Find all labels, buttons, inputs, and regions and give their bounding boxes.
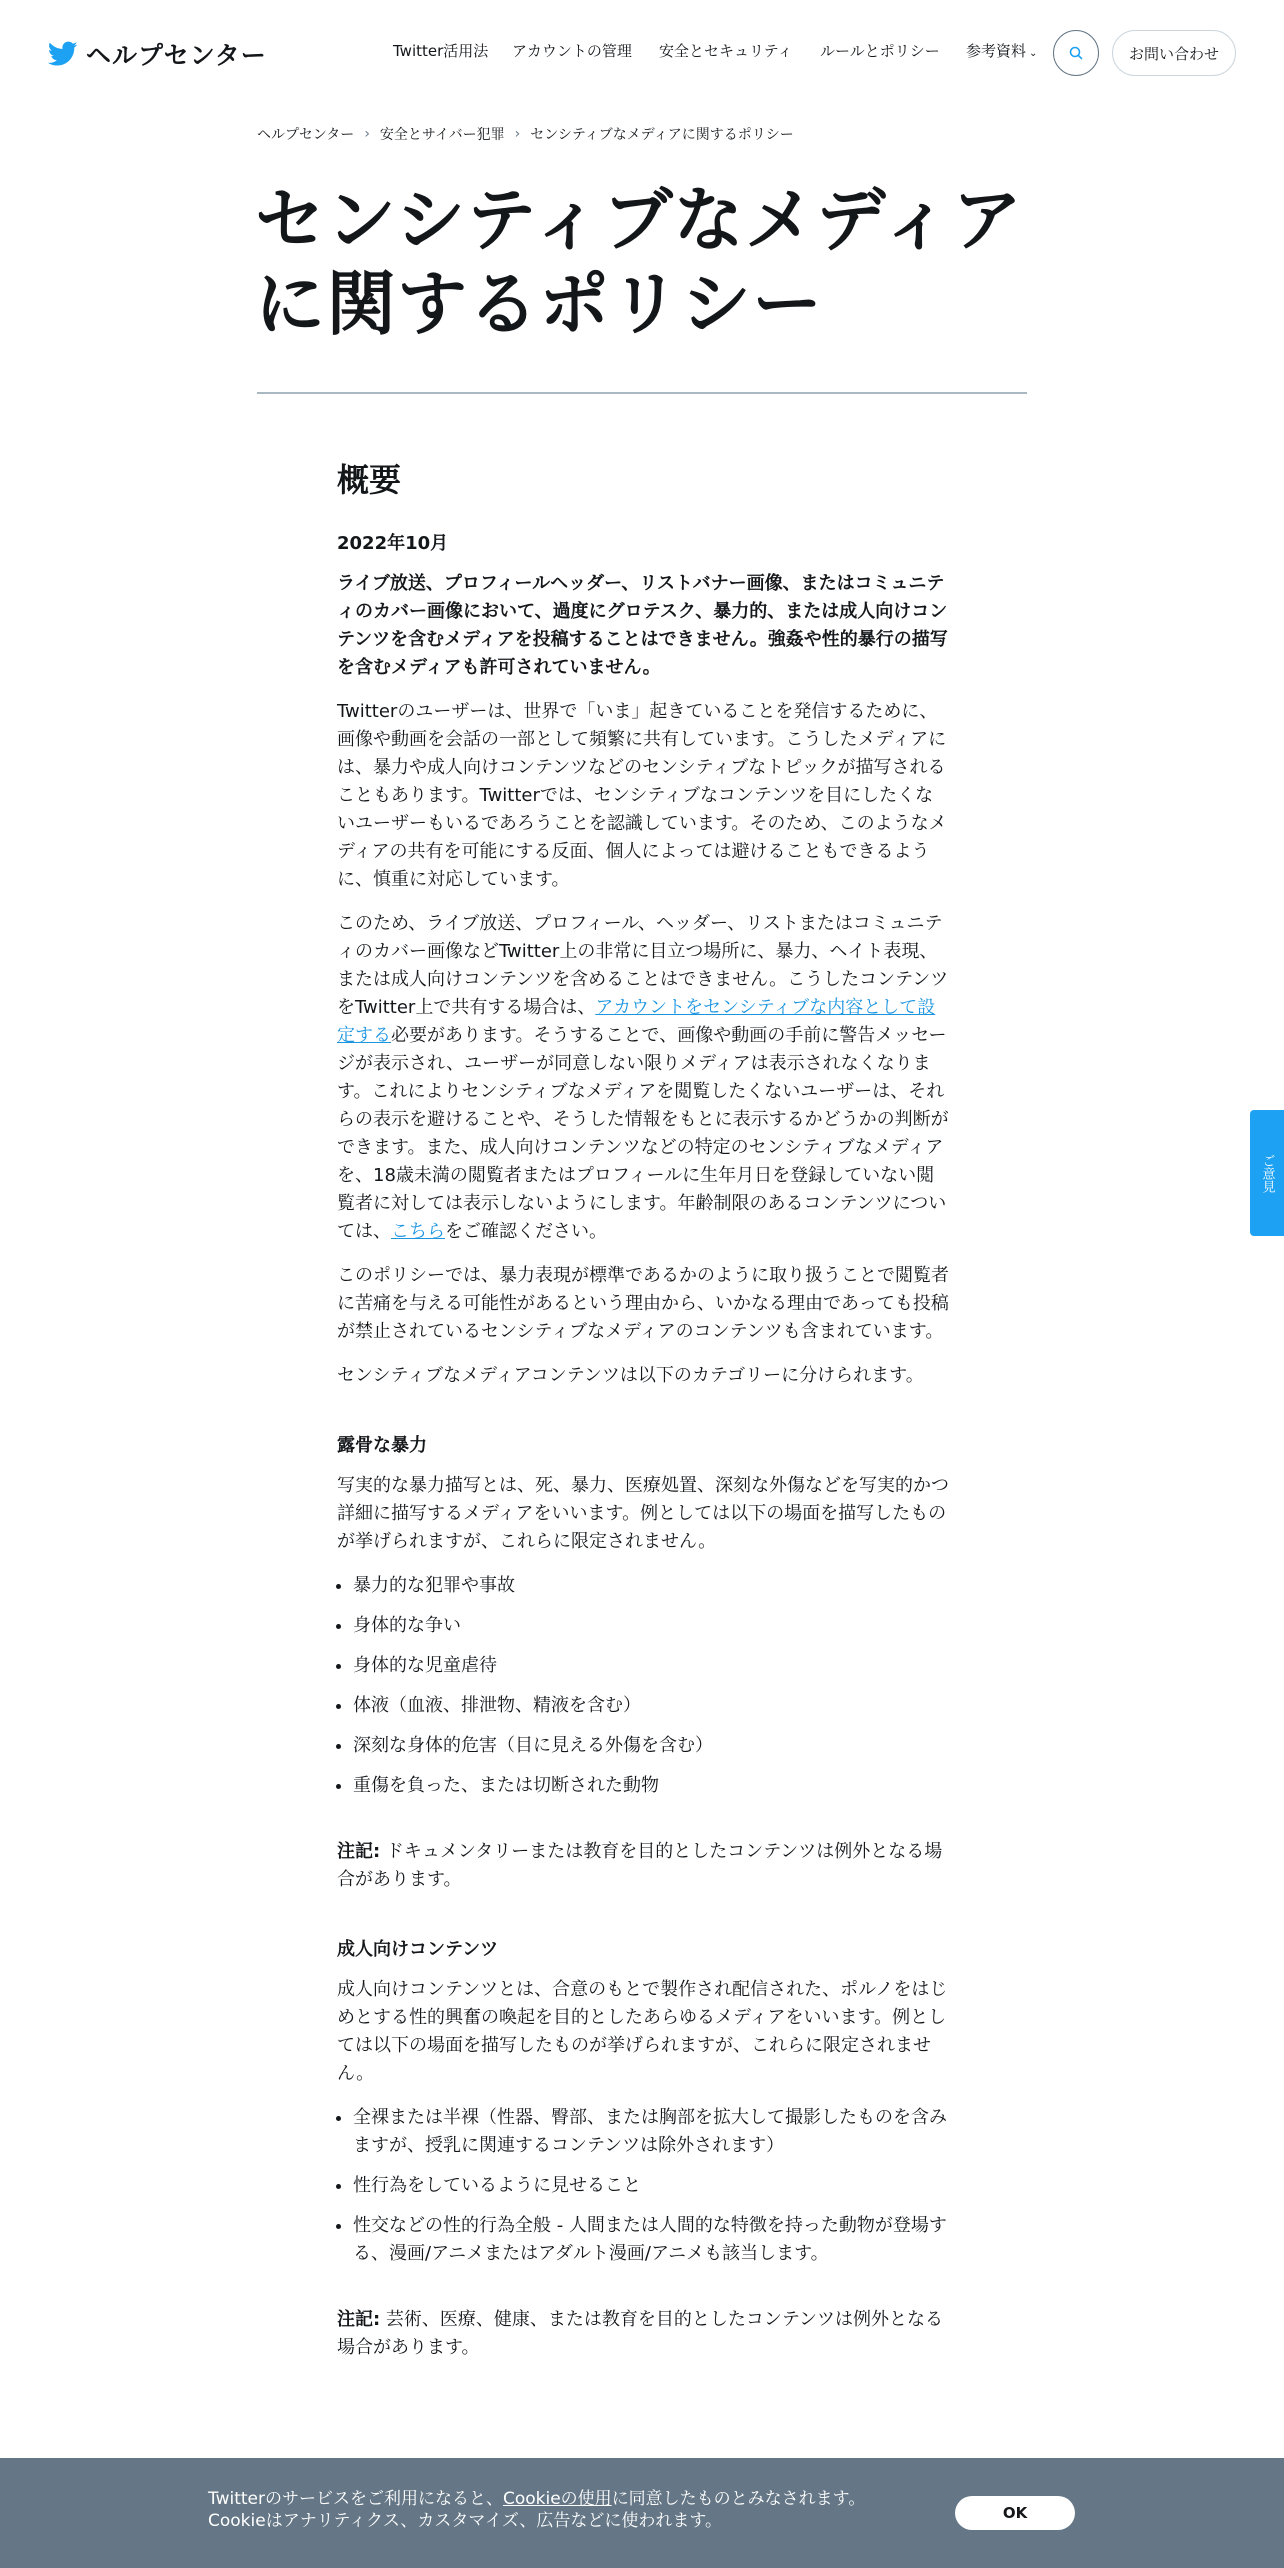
paragraph-1: Twitterのユーザーは、世界で「いま」起きていることを発信するために、画像や動画を会話の一部として頻繁に共有しています。こうしたメディアには、暴力や成人向けコンテンツなどのセンシティブなトピックが描写されることもあります。Twitterでは、センシティブなコンテンツを目にしたくないユーザーもいるであろうことを認識しています。そのため、このようなメディアの共有を可能にする反面、個人によっては避けることもできるように、慎重に対応しています。 — [337, 701, 947, 890]
graphic-violence-list — [337, 1572, 949, 1800]
note-text: 芸術、医療、健康、または教育を目的としたコンテンツは例外となる場合があります。 — [337, 2309, 944, 2358]
chevron-right-icon: › — [364, 126, 370, 142]
list-item: • 身体的な児童虐待 — [353, 1652, 949, 1680]
cookie-text-a: Twitterのサービスをご利用になると、 — [208, 2489, 503, 2509]
paragraph-2-text-c: をご確認ください。 — [445, 1221, 607, 1242]
note-label: 注記: — [337, 2309, 381, 2330]
cookie-ok-button[interactable]: OK — [955, 2496, 1075, 2530]
list-item: • 全裸または半裸（性器、臀部、または胸部を拡大して撮影したものを含みますが、授乳に関連するコンテンツは除外されます） — [353, 2104, 949, 2160]
list-item: • 深刻な身体的危害（目に見える外傷を含む） — [353, 1732, 949, 1760]
cookie-text-b: に同意したものとみなされます。 — [611, 2489, 866, 2509]
breadcrumb-help-center[interactable]: ヘルプセンター — [257, 127, 355, 143]
breadcrumb-safety[interactable]: 安全とサイバー犯罪 — [379, 127, 505, 143]
adult-content-list — [337, 2104, 949, 2268]
paragraph-2-text-a: このため、ライブ放送、プロフィール、ヘッダー、リストまたはコミュニティのカバー画像などTwitter上の非常に目立つ場所に、暴力、ヘイト表現、または成人向けコンテンツを含めることはできません。こうしたコンテンツをTwitter上で共有する場合は、 — [337, 913, 949, 1018]
logo-text: ヘルプセンター — [86, 41, 267, 70]
list-item: • 重傷を負った、または切断された動物 — [353, 1772, 949, 1800]
search-button[interactable] — [1053, 30, 1099, 76]
list-item: • 性行為をしているように見せること — [353, 2172, 949, 2200]
nav-how-to-use[interactable]: Twitter活用法 — [393, 42, 489, 60]
nav-resources-label: 参考資料 — [966, 42, 1027, 60]
feedback-label: ご意見 — [1259, 1153, 1275, 1193]
list-item: • 身体的な争い — [353, 1612, 949, 1640]
list-item: • 性交などの性的行為全般 - 人間または人間的な特徴を持った動物が登場する、漫画/アニメまたはアダルト漫画/アニメも該当します。 — [353, 2212, 949, 2268]
cookie-policy-link[interactable]: Cookieの使用 — [502, 2489, 612, 2509]
title-divider — [257, 392, 1027, 394]
help-center-logo[interactable] — [48, 36, 267, 72]
paragraph-3: このポリシーでは、暴力表現が標準であるかのように取り扱うことで閲覧者に苦痛を与える可能性があるという理由から、いかなる理由であっても投稿が禁止されているセンシティブなメディアのコンテンツも含まれています。 — [337, 1265, 949, 1342]
nav-rules-policies[interactable]: ルールとポリシー — [820, 42, 940, 60]
cookie-banner — [0, 2458, 1284, 2568]
page-title: センシティブなメディアに関するポリシー — [255, 179, 1024, 345]
graphic-violence-intro: 写実的な暴力描写とは、死、暴力、医療処置、深刻な外傷などを写実的かつ詳細に描写するメディアをいいます。例としては以下の場面を描写したものが挙げられますが、これらに限定されません。 — [337, 1475, 949, 1552]
twitter-bird-icon — [48, 41, 78, 67]
chevron-right-icon: › — [514, 126, 521, 142]
article-body — [337, 458, 949, 2378]
adult-content-note — [337, 2306, 949, 2362]
age-restricted-content-link[interactable]: こちら — [391, 1221, 445, 1242]
adult-content-intro: 成人向けコンテンツとは、合意のもとで製作され配信された、ポルノをはじめとする性的興奮の喚起を目的としたあらゆるメディアをいいます。例としては以下の場面を描写したものが挙げられますが、これらに限定されません。 — [337, 1979, 948, 2084]
chevron-down-icon: ⌄ — [1029, 48, 1038, 59]
nav-account-management[interactable]: アカウントの管理 — [512, 42, 632, 60]
lead-paragraph: ライブ放送、プロフィールヘッダー、リストバナー画像、またはコミュニティのカバー画像において、過度にグロテスク、暴力的、または成人向けコンテンツを含むメディアを投稿することはできません。強姦や性的暴行の描写を含むメディアも許可されていません。 — [337, 573, 948, 678]
cookie-text-c: Cookieはアナリティクス、カスタマイズ、広告などに使われます。 — [208, 2511, 722, 2531]
graphic-violence-note — [337, 1838, 949, 1894]
nav-resources[interactable] — [966, 40, 1037, 61]
note-label: 注記: — [337, 1841, 381, 1862]
note-text: ドキュメンタリーまたは教育を目的としたコンテンツは例外となる場合があります。 — [337, 1841, 943, 1890]
paragraph-4: センシティブなメディアコンテンツは以下のカテゴリーに分けられます。 — [337, 1365, 924, 1386]
paragraph-2 — [337, 910, 949, 1246]
list-item: • 暴力的な犯罪や事故 — [353, 1572, 949, 1600]
breadcrumb — [257, 124, 794, 144]
contact-button[interactable]: お問い合わせ — [1112, 30, 1236, 76]
feedback-tab[interactable] — [1250, 1110, 1284, 1236]
cookie-text — [208, 2488, 928, 2532]
list-item: • 体液（血液、排泄物、精液を含む） — [353, 1692, 949, 1720]
site-header — [0, 0, 1284, 108]
overview-heading: 概要 — [337, 461, 402, 499]
adult-content-heading: 成人向けコンテンツ — [337, 1939, 499, 1960]
policy-date: 2022年10月 — [337, 533, 449, 554]
paragraph-2-text-b: 必要があります。そうすることで、画像や動画の手前に警告メッセージが表示され、ユーザーが同意しない限りメディアは表示されなくなります。これによりセンシティブなメディアを閲覧したくないユーザーは、それらの表示を避けることや、そうした情報をもとに表示するかどうかの判断ができます。また、成人向けコンテンツなどの特定のセンシティブなメディアを、18歳未満の閲覧者またはプロフィールに生年月日を登録していない閲覧者に対しては表示しないようにします。年齢制限のあるコンテンツについては、 — [337, 1025, 949, 1242]
sensitive-account-setting-link[interactable]: アカウントをセンシティブな内容として設定する — [337, 997, 936, 1046]
breadcrumb-current[interactable]: センシティブなメディアに関するポリシー — [530, 127, 794, 143]
nav-safety-security[interactable]: 安全とセキュリティ — [659, 42, 793, 60]
graphic-violence-heading: 露骨な暴力 — [337, 1435, 427, 1456]
search-icon — [1068, 45, 1084, 61]
